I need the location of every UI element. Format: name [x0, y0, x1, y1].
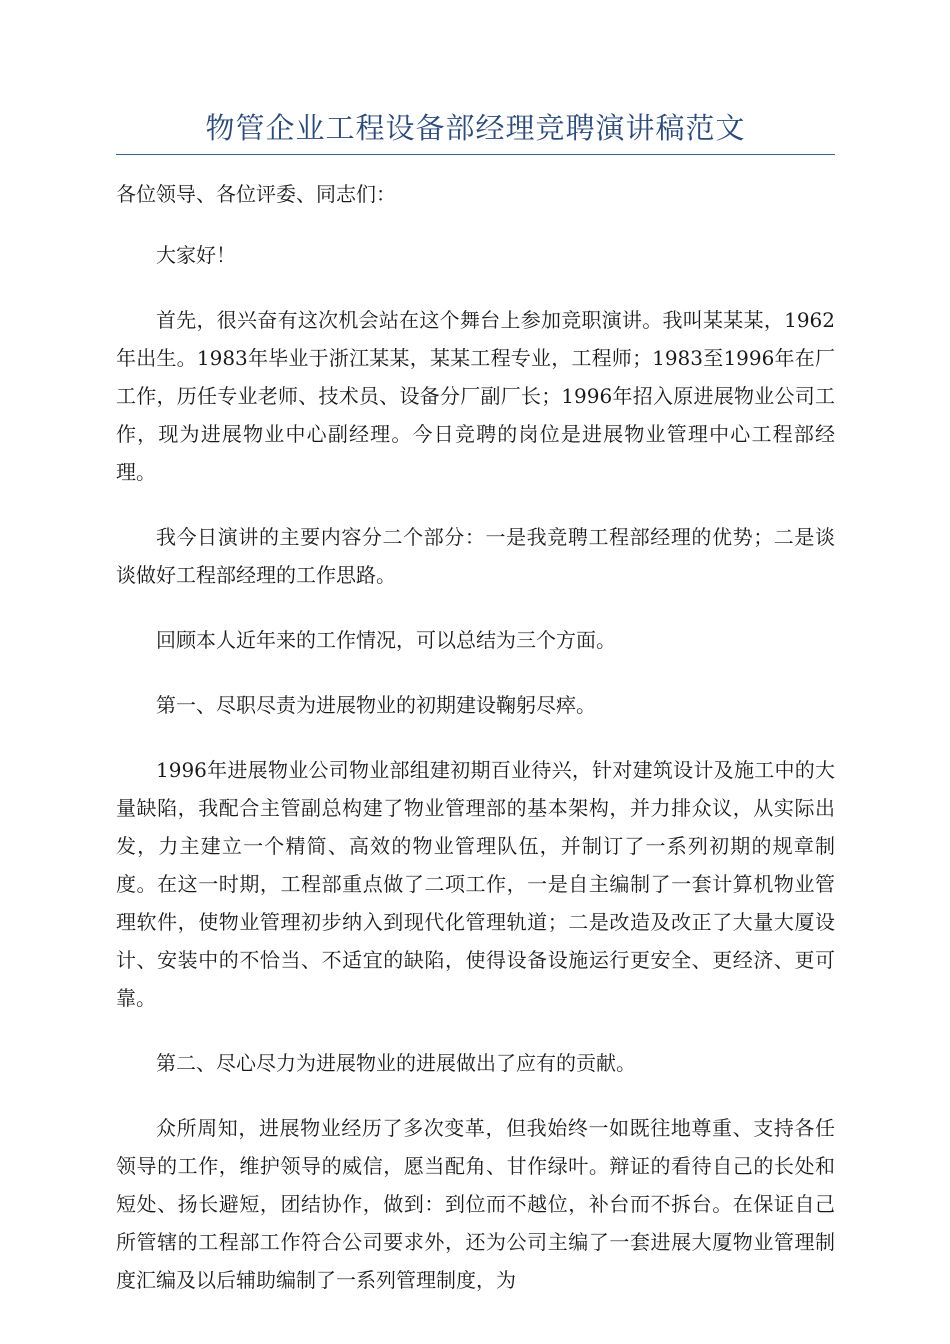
paragraph-point-one-body: 1996年进展物业公司物业部组建初期百业待兴，针对建筑设计及施工中的大量缺陷，我配合主管副总构建了物业管理部的基本架构，并力排众议，从实际出发，力主建立一个精简、高效的物业管理队伍，并制订了一系列初期的规章制度。在这一时期，工程部重点做了二项工作，一是自主编制了一套计算机物业管理软件，使物业管理初步纳入到现代化管理轨道；二是改造及改正了大量大厦设计、安装中的不恰当、不适宜的缺陷，使得设备设施运行更安全、更经济、更可靠。	[116, 758, 835, 1010]
paragraph-introduction: 首先，很兴奋有这次机会站在这个舞台上参加竞职演讲。我叫某某某，1962年出生。1983年毕业于浙江某某，某某工程专业，工程师；1983至1996年在厂工作，历任专业老师、技术员、设备分厂副厂长；1996年招入原进展物业公司工作，现为进展物业中心副经理。今日竞聘的岗位是进展物业管理中心工程部经理。	[116, 308, 835, 484]
paragraph-point-one-heading: 第一、尽职尽责为进展物业的初期建设鞠躬尽瘁。	[156, 693, 596, 717]
paragraph-greeting: 大家好！	[156, 243, 236, 267]
paragraph-review: 回顾本人近年来的工作情况，可以总结为三个方面。	[156, 628, 616, 652]
paragraph-point-two-body: 众所周知，进展物业经历了多次变革，但我始终一如既往地尊重、支持各任领导的工作，维护领导的威信，愿当配角、甘作绿叶。辩证的看待自己的长处和短处、扬长避短，团结协作，做到：到位而不越位，补台而不拆台。在保证自己所管辖的工程部工作符合公司要求外，还为公司主编了一套进展大厦物业管理制度汇编及以后辅助编制了一系列管理制度，为	[116, 1116, 835, 1292]
document-title: 物管企业工程设备部经理竞聘演讲稿范文	[116, 108, 835, 155]
salutation: 各位领导、各位评委、同志们：	[116, 182, 396, 206]
document-page	[116, 108, 835, 1299]
paragraph-outline: 我今日演讲的主要内容分二个部分：一是我竞聘工程部经理的优势；二是谈谈做好工程部经理的工作思路。	[116, 525, 835, 587]
paragraph-point-two-heading: 第二、尽心尽力为进展物业的进展做出了应有的贡献。	[156, 1051, 636, 1075]
